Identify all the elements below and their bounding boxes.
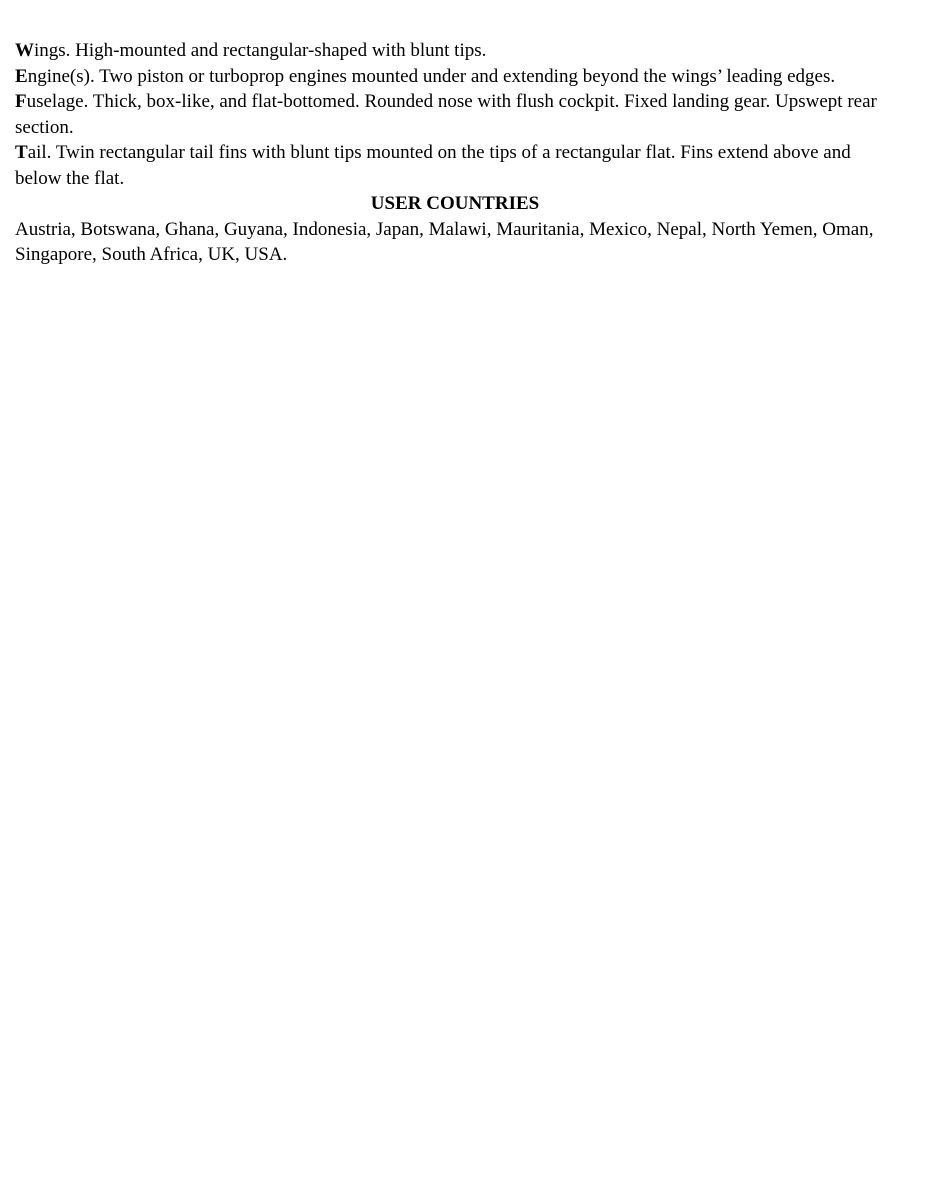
document-page — [15, 38, 895, 268]
fuselage-initial: F — [15, 91, 27, 112]
wings-text: ings. High-mounted and rectangular-shaped with blunt tips. — [34, 40, 487, 61]
tail-text: ail. Twin rectangular tail fins with blunt tips mounted on the tips of a rectangular flat. Fins extend above and below the flat. — [15, 142, 851, 189]
tail-description — [15, 140, 895, 191]
fuselage-text: uselage. Thick, box-like, and flat-bottomed. Rounded nose with flush cockpit. Fixed landing gear. Upswept rear section. — [15, 91, 877, 138]
engines-text: ngine(s). Two piston or turboprop engines mounted under and extending beyond the wings’ leading edges. — [27, 65, 836, 87]
user-countries-list: Austria, Botswana, Ghana, Guyana, Indonesia, Japan, Malawi, Mauritania, Mexico, Nepal, North Yemen, Oman, Singapore, South Africa, UK, USA. — [15, 218, 874, 265]
engines-description — [15, 64, 895, 90]
user-countries-heading: USER COUNTRIES — [370, 193, 540, 214]
tail-initial: T — [15, 142, 28, 163]
wings-description — [15, 38, 895, 64]
wings-initial: W — [15, 40, 34, 61]
engines-initial: E — [15, 65, 28, 87]
fuselage-description — [15, 89, 895, 140]
